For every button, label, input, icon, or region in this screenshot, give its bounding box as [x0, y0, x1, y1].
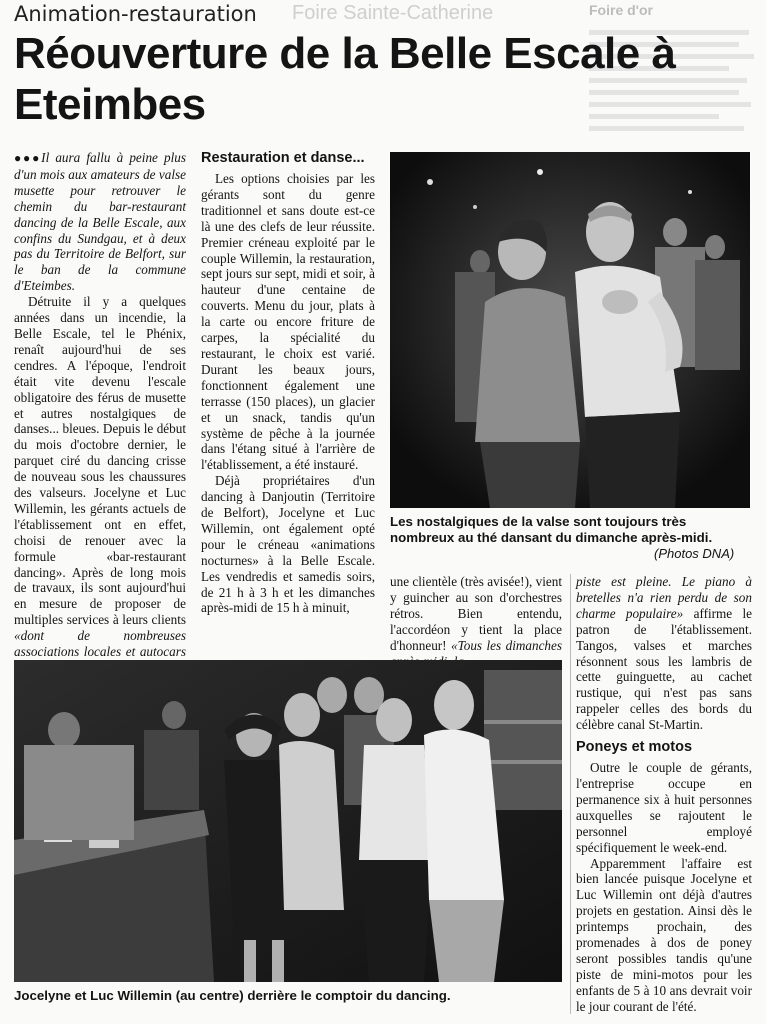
- article-column-2: [201, 150, 375, 616]
- photo-dancing-couple: [390, 152, 750, 508]
- lead-paragraph: ●●●Il aura fallu à peine plus d'un mois aux amateurs de valse musette pour retrouver le chemin du bar-restaurant dancing de la Belle Escale, aux confins du Sundgau, et à deux pas du Territoire de Belfort, sur le ban de la commune d'Eteimbes.: [14, 150, 186, 294]
- column-rule: [570, 574, 571, 1014]
- paragraph: piste est pleine. Le piano à bretelles n'a rien perdu de son charme populaire» affirme le patron de l'établissement. Tangos, valses et marches résonnent sous les lambris de cette guinguette, au cachet rustique, qui n'est pas sans rappeler celles des bords du célèbre canal St-Martin.: [576, 574, 752, 733]
- paragraph: Détruite il y a quelques années dans un incendie, la Belle Escale, tel le Phénix, renaît aujourd'hui de ses cendres. A l'époque, l'endroit était vite devenu l'escale obligatoire des férus de musette et autres nostalgiques de danses... bleues. Depuis le début du mois d'octobre dernier, le parquet ciré du dancing crisse de nouveau sous les chaussures des valseurs. Jocelyne et Luc Willemin, les gérants actuels de l'établissement ont en effet, choisi de renouer avec la formule «bar-restaurant dancing». Après de long mois de travaux, ils sont aujourd'hui en mesure de proposer de multiples services à leurs clients «dont de nombreuses associations locales et autocars: [14, 294, 186, 660]
- photo-credit: (Photos DNA): [654, 546, 735, 561]
- section-rubric: Animation-restauration: [14, 2, 257, 26]
- photo-owners-counter: [14, 660, 562, 982]
- paragraph: Outre le couple de gérants, l'entreprise occupe en permanence six à huit personnes auxquelles se rajoutent le personnel employé spécifiquement le week-end.: [576, 760, 752, 855]
- article-column-4: [576, 574, 752, 1015]
- bleed-through-text: Foire Sainte-Catherine: [292, 2, 494, 24]
- bullet-dots: ●●●: [14, 151, 42, 165]
- paragraph: une clientèle (très avisée!), vient y guincher au son d'orchestres rétros. Bien entendu, l'accordéon y tient la place d'honneur! «Tous les dimanches: [390, 574, 563, 653]
- bleed-through-title: Foire d'or: [589, 2, 653, 18]
- subhead-poneys: Poneys et motos: [576, 739, 693, 756]
- article-column-1: [14, 150, 186, 692]
- paragraph: Déjà propriétaires d'un dancing à Danjoutin (Territoire de Belfort), Jocelyne et Luc Willemin, ont également opté pour le créneau «animations nocturnes» à la Belle Escale. Les vendredis et samedis soirs, de 21 h à 3 h et les dimanches après-midi de 15 h à minuit,: [201, 473, 375, 616]
- photo-caption-2: Jocelyne et Luc Willemin (au centre) derrière le comptoir du dancing.: [14, 988, 451, 1003]
- paragraph: Apparemment l'affaire est bien lancée puisque Jocelyne et Luc Willemin ont déjà d'autres projets en gestation. Ainsi dès le printemps prochain, des promenades à dos de poney seront possibles tandis qu'une piste de mini-motos pour les enfants de 5 à 10 ans devrait voir le jour courant de l'été.: [576, 855, 752, 1014]
- subhead-restauration: Restauration et danse...: [201, 150, 365, 166]
- article-column-3: [390, 574, 562, 669]
- headline: Réouverture de la Belle Escale à Eteimbes: [14, 29, 676, 129]
- paragraph: Les options choisies par les gérants sont du genre traditionnel et sans doute est-ce là une des clefs de leur réussite. Premier créneau exploité par le couple Willemin, la restauration, sept jours sur sept, midi et soir, à hauteur d'une centaine de couverts. Menu du jour, plats à la carte ou encore friture de carpes, la spécialité du restaurant, le choix est varié. Durant les beaux jours, fonctionnent également une terrasse (150 places), un glacier et un snack, tandis qu'un système de pêche à la journée dans l'étang situé à l'arrière de l'établissement, a été instauré.: [201, 171, 375, 473]
- photo-caption-1: Les nostalgiques de la valse sont toujours très nombreux au thé dansant du dimanche après-midi.: [390, 514, 713, 545]
